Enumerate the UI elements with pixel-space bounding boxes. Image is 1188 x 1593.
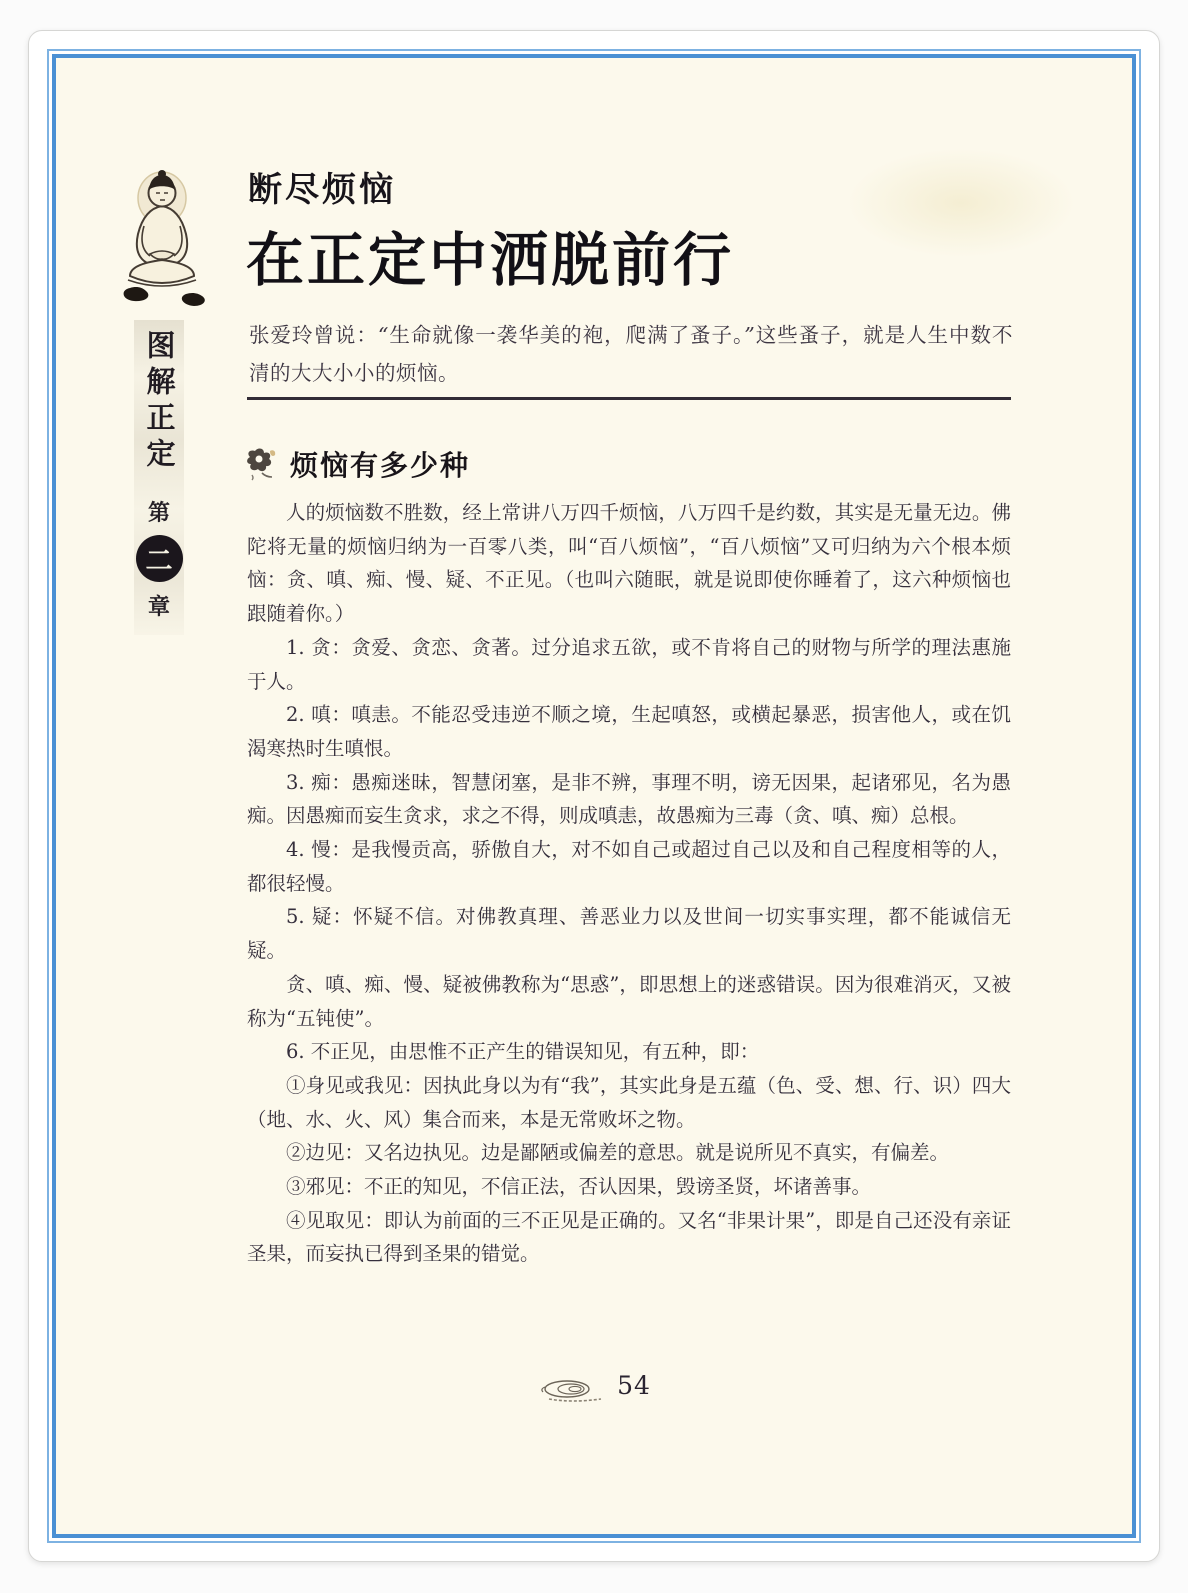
buddha-illustration-icon	[100, 156, 222, 308]
chapter-suffix: 章	[147, 594, 170, 619]
paragraph-view-1: ①身见或我见：因执此身以为有“我”，其实此身是五蕴（色、受、想、行、识）四大（地、水、火、风）集合而来，本是无常败坏之物。	[247, 1073, 1011, 1131]
paragraph-intro: 人的烦恼数不胜数，经上常讲八万四千烦恼，八万四千是约数，其实是无量无边。佛陀将无量的烦恼归纳为一百零八类，叫“百八烦恼”，“百八烦恼”又可归纳为六个根本烦恼：贪、嗔、痴、慢、疑、不正见。（也叫六随眠，就是说即使你睡着了，这六种烦恼也跟随着你。）	[247, 501, 1011, 626]
paragraph-view-2: ②边见：又名边执见。边是鄙陋或偏差的意思。就是说所见不真实，有偏差。	[286, 1141, 950, 1165]
sidebar-chapter-marker	[136, 496, 183, 621]
page-footer	[56, 1366, 1132, 1404]
paragraph-ignorance: 3. 痴：愚痴迷昧，智慧闭塞，是非不辨，事理不明，谤无因果，起诸邪见，名为愚痴。因愚痴而妄生贪求，求之不得，则成嗔恚，故愚痴为三毒（贪、嗔、痴）总根。	[247, 770, 1011, 828]
intro-quote: 张爱玲曾说：“生命就像一袭华美的袍，爬满了蚤子。”这些蚤子，就是人生中数不清的大大小小的烦恼。	[249, 323, 1013, 385]
book-page-card	[28, 30, 1160, 1562]
paragraph-view-4: ④见取见：即认为前面的三不正见是正确的。又名“非果计果”，即是自己还没有亲证圣果，而妄执已得到圣果的错觉。	[247, 1208, 1011, 1266]
chapter-prefix: 第	[147, 500, 170, 525]
inner-blue-frame	[52, 54, 1136, 1538]
paragraph-view-3: ③邪见：不正的知见，不信正法，否认因果，毁谤圣贤，坏诸善事。	[286, 1175, 872, 1199]
outer-blue-frame	[47, 49, 1141, 1543]
paragraph-five-dull: 贪、嗔、痴、慢、疑被佛教称为“思惑”，即思想上的迷惑错误。因为很难消灭，又被称为“五钝使”。	[247, 972, 1011, 1030]
cloud-flourish-icon	[537, 1376, 607, 1404]
page-number: 54	[617, 1370, 651, 1400]
header-divider	[247, 397, 1011, 400]
paragraph-doubt: 5. 疑：怀疑不信。对佛教真理、善恶业力以及世间一切实事实理，都不能诚信无疑。	[247, 905, 1011, 963]
paragraph-anger: 2. 嗔：嗔恚。不能忍受违逆不顺之境，生起嗔怒，或横起暴恶，损害他人，或在饥渴寒热时生嗔恨。	[247, 703, 1011, 760]
chapter-label: 断尽烦恼	[248, 171, 396, 209]
plum-blossom-icon	[242, 445, 282, 483]
paragraph-greed: 1. 贪：贪爱、贪恋、贪著。过分追求五欲，或不肯将自己的财物与所学的理法惠施于人。	[247, 635, 1011, 693]
section-heading-row	[242, 444, 470, 484]
sidebar-book-title: 图解正定	[142, 330, 175, 474]
page-title: 在正定中洒脱前行	[246, 226, 735, 294]
paragraph-wrong-views: 6. 不正见，由思惟不正产生的错误知见，有五种，即：	[286, 1040, 760, 1064]
section-heading: 烦恼有多少种	[290, 450, 471, 481]
paragraph-arrogance: 4. 慢：是我慢贡高，骄傲自大，对不如自己或超过自己以及和自己程度相等的人，都很轻慢。	[247, 838, 1011, 895]
body-text-block	[247, 496, 1011, 1271]
page-paper	[56, 58, 1132, 1534]
sidebar-chapter-strip	[134, 320, 184, 635]
chapter-number-badge: 二	[136, 535, 183, 582]
